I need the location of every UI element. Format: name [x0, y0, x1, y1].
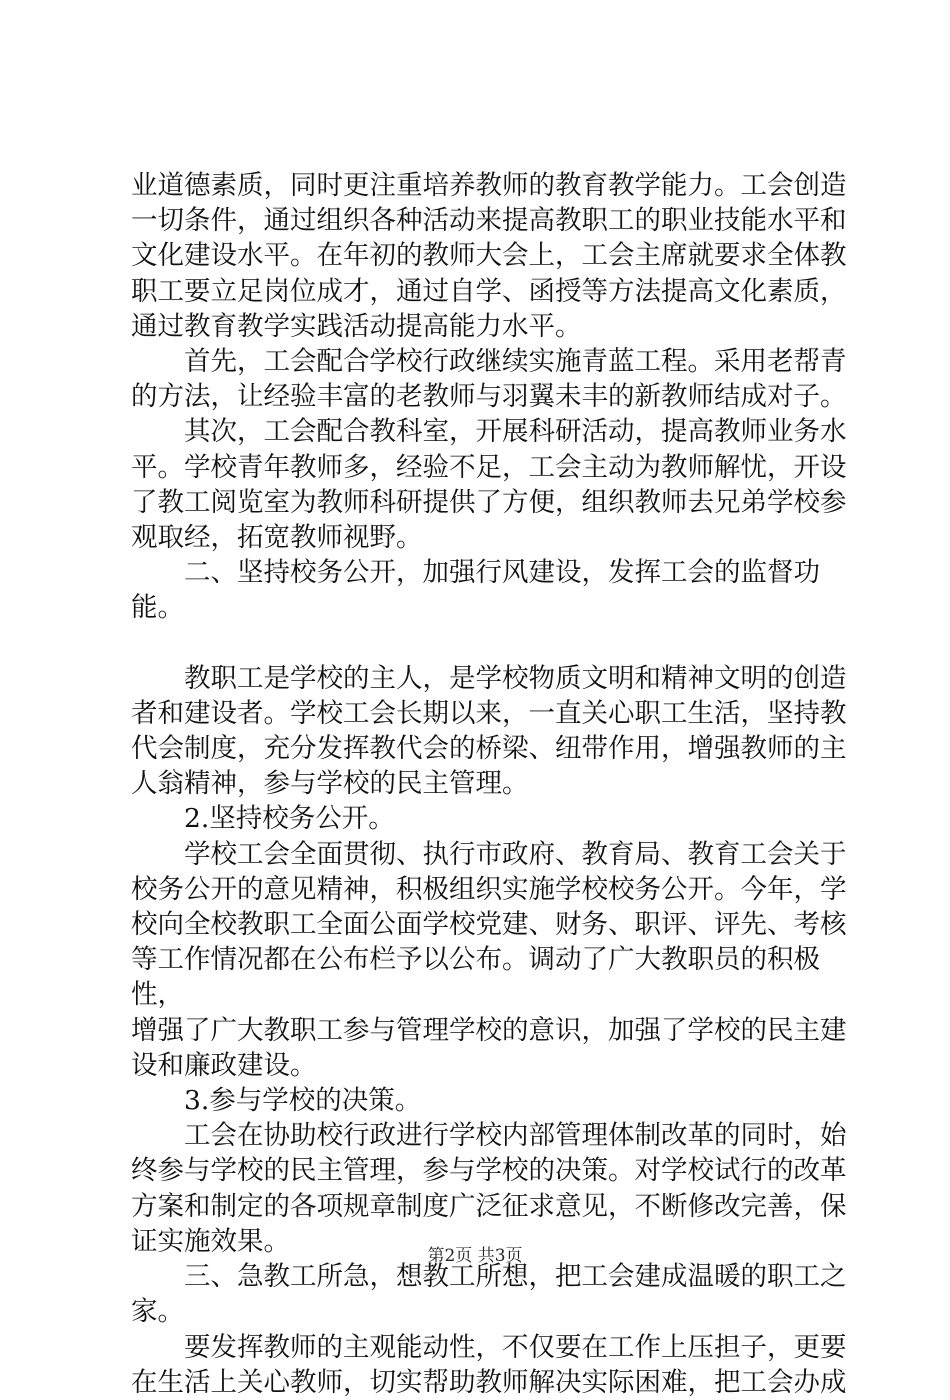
text-line: 三、急教工所急，想教工所想，把工会建成温暖的职工之: [184, 1261, 847, 1293]
text-line: 方案和制定的各项规章制度广泛征求意见，不断修改完善，保: [131, 1190, 847, 1222]
text-line: 证实施效果。: [131, 1225, 290, 1257]
text-line: 一切条件，通过组织各种活动来提高教职工的职业技能水平和: [131, 205, 847, 237]
text-line: 代会制度，充分发挥教代会的桥梁、纽带作用，增强教师的主: [131, 733, 847, 765]
page-number-footer: 第2页 共3页: [427, 1246, 523, 1266]
text-line: 工会在协助校行政进行学校内部管理体制改革的同时，始: [184, 1120, 847, 1152]
text-line: 的方法，让经验丰富的老教师与羽翼未丰的新教师结成对子。: [131, 381, 847, 413]
text-line: 职工要立足岗位成才，通过自学、函授等方法提高文化素质，: [131, 275, 847, 307]
text-line: 校向全校教职工全面公面学校党建、财务、职评、评先、考核: [131, 909, 847, 941]
text-line: 设和廉政建设。: [131, 1049, 317, 1081]
text-line: 人翁精神，参与学校的民主管理。: [131, 768, 529, 800]
text-line: 二、坚持校务公开，加强行风建设，发挥工会的监督功能。: [131, 557, 820, 624]
text-line: 在生活上关心教师，切实帮助教师解决实际困难，把工会办成: [131, 1366, 847, 1398]
text-line: 教职工是学校的主人，是学校物质文明和精神文明的创造: [184, 662, 847, 694]
text-line: 校务公开的意见精神，积极组织实施学校校务公开。今年，学: [131, 873, 847, 905]
text-line: 家。: [131, 1296, 184, 1328]
document-body: [131, 168, 861, 1400]
text-line: 等工作情况都在公布栏予以公布。调动了广大教职员的积极性，: [131, 944, 820, 1011]
text-line: 平。学校青年教师多，经验不足，工会主动为教师解忧，开设: [131, 451, 847, 483]
text-line: 首先，工会配合学校行政继续实施青蓝工程。采用老帮青: [184, 346, 847, 378]
text-line: 文化建设水平。在年初的教师大会上，工会主席就要求全体教: [131, 240, 847, 272]
text-line: 观取经，拓宽教师视野。: [131, 522, 423, 554]
text-line: 要发挥教师的主观能动性，不仅要在工作上压担子，更要: [184, 1331, 847, 1363]
text-line: 终参与学校的民主管理，参与学校的决策。对学校试行的改革: [131, 1155, 847, 1187]
text-line: 了教工阅览室为教师科研提供了方便，组织教师去兄弟学校参: [131, 486, 847, 518]
text-line: 通过教育教学实践活动提高能力水平。: [131, 310, 582, 342]
text-line: 其次，工会配合教科室，开展科研活动，提高教师业务水: [184, 416, 847, 448]
text-line: 业道德素质，同时更注重培养教师的教育教学能力。工会创造: [131, 170, 847, 201]
text-line: 学校工会全面贯彻、执行市政府、教育局、教育工会关于: [184, 838, 847, 870]
text-line: 3.参与学校的决策。: [184, 1085, 422, 1117]
text-line: 增强了广大教职工参与管理学校的意识，加强了学校的民主建: [131, 1014, 847, 1046]
text-line: 2.坚持校务公开。: [184, 803, 395, 835]
text-line: 者和建设者。学校工会长期以来，一直关心职工生活，坚持教: [131, 697, 847, 729]
blank-line: [131, 626, 861, 661]
